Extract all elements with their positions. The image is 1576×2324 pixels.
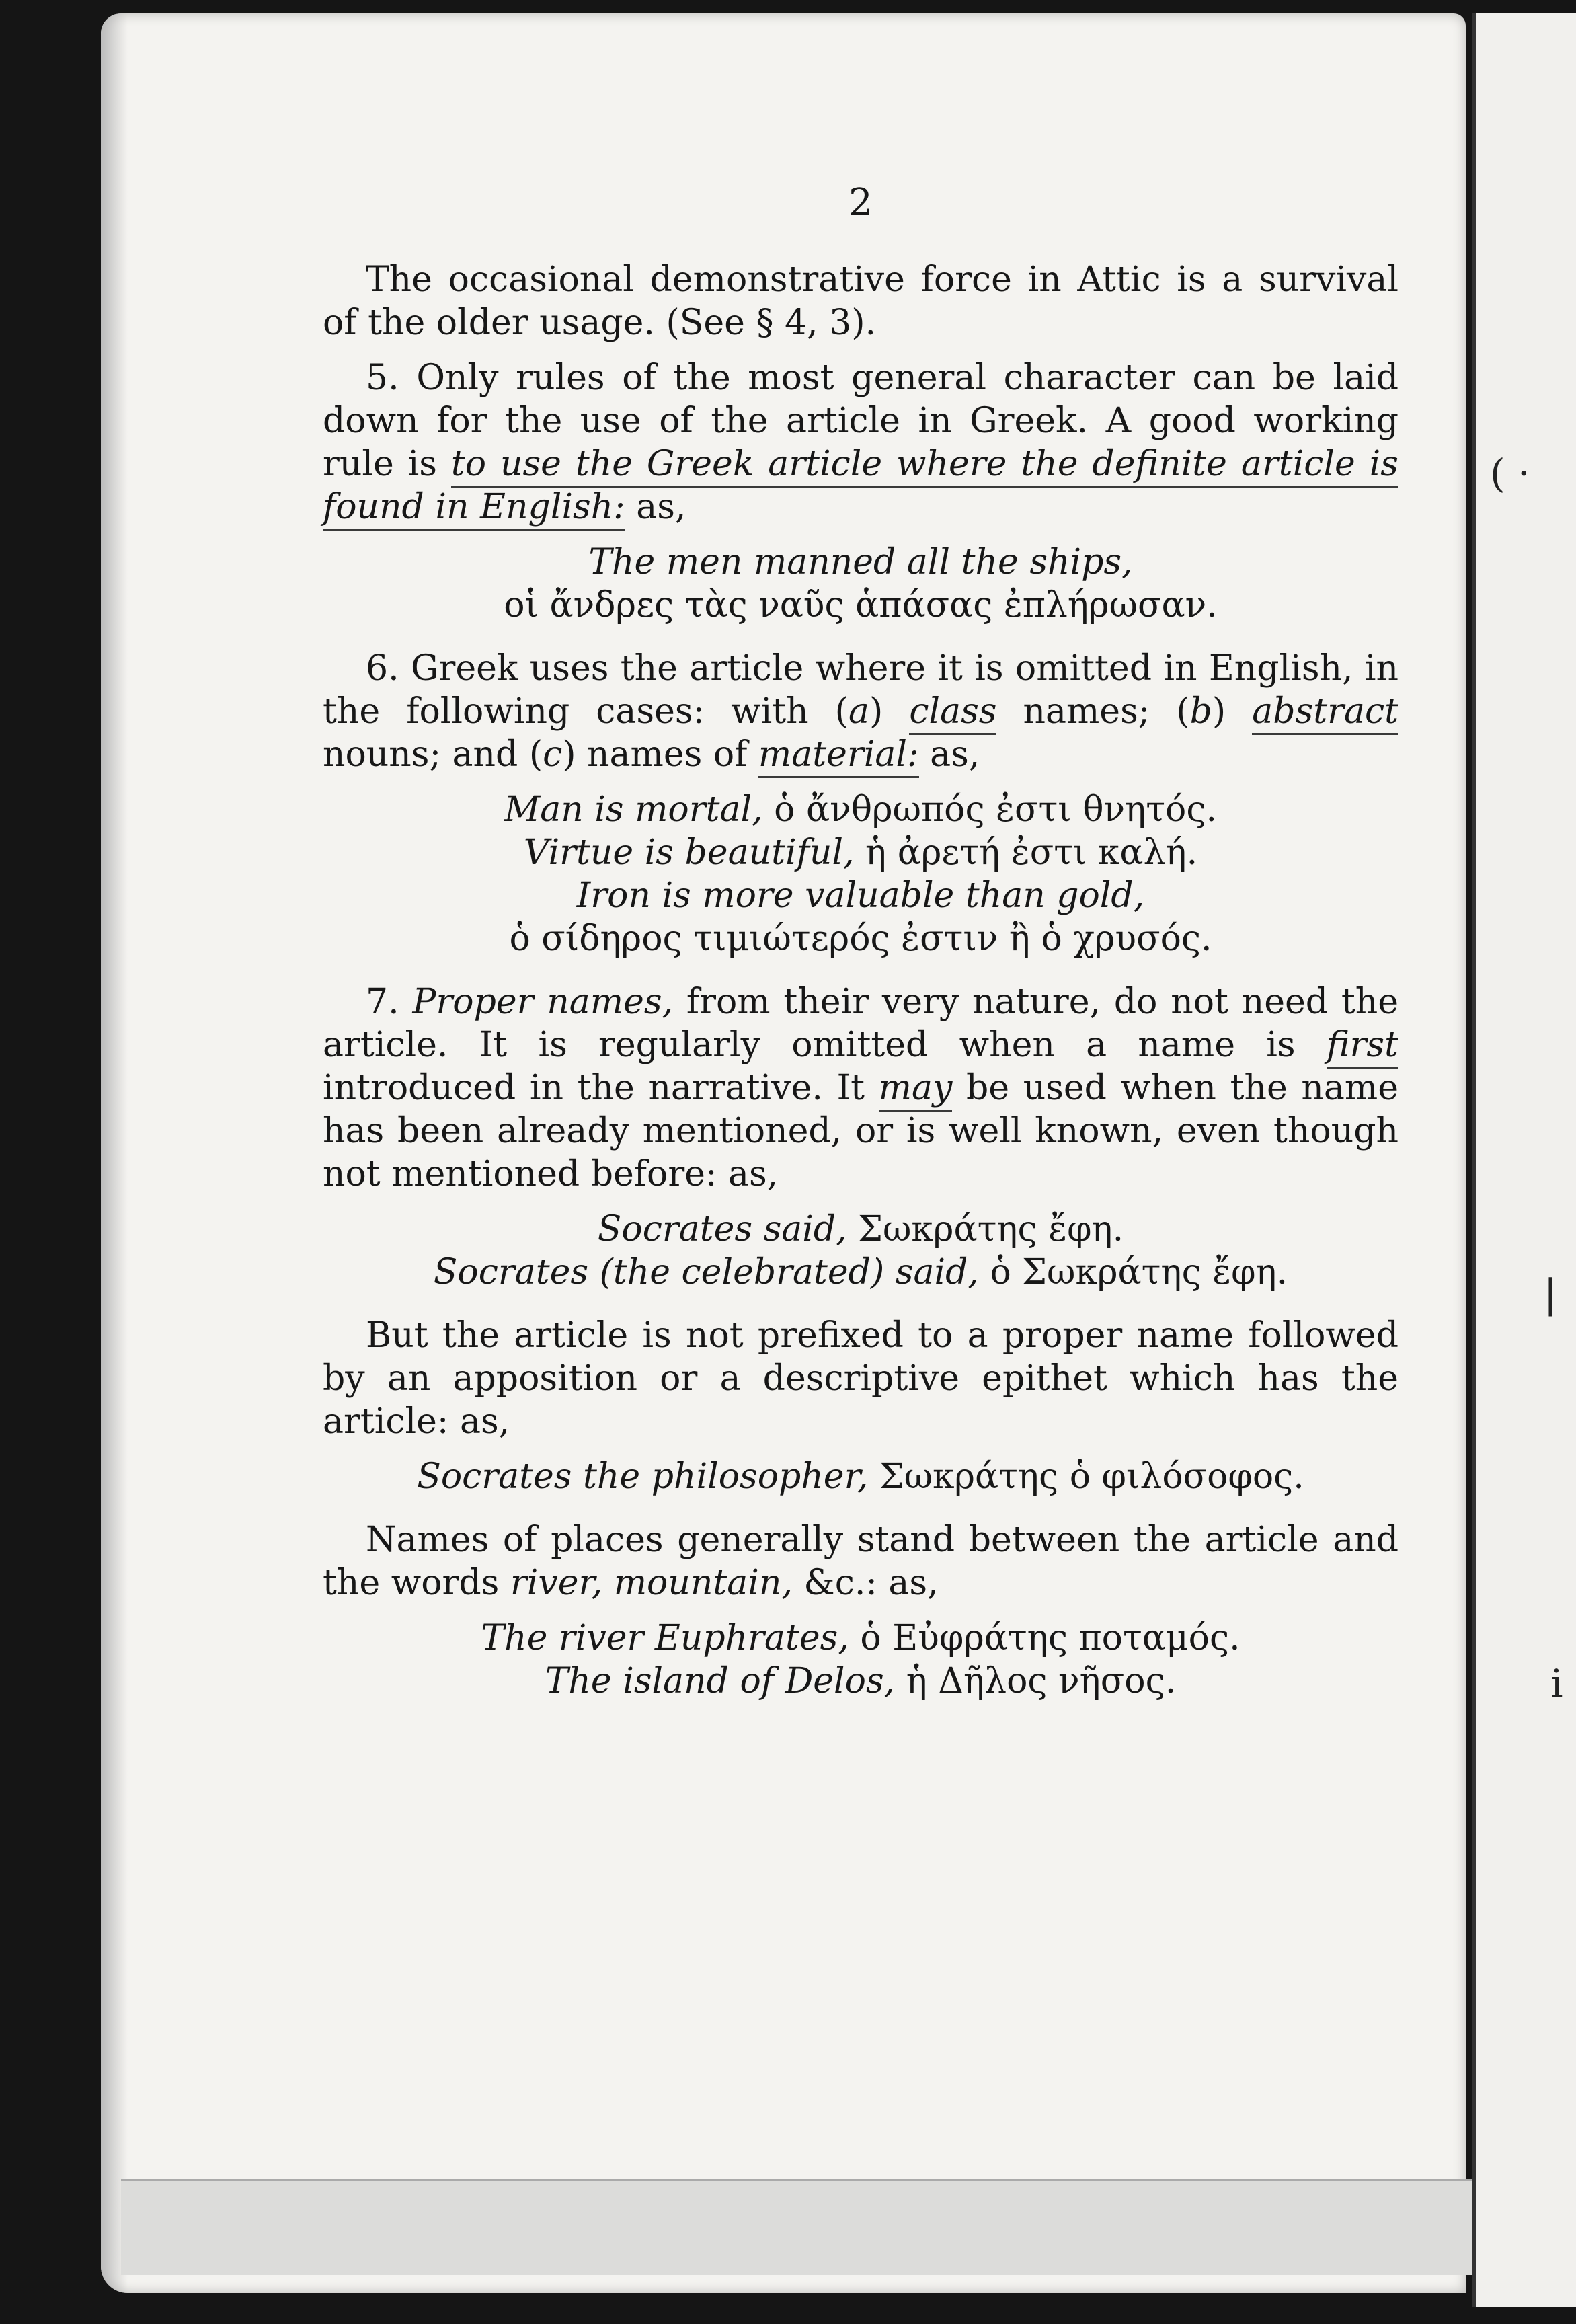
term-first: first [1327, 1025, 1398, 1069]
paragraph-places [323, 1518, 1398, 1604]
example-block [323, 541, 1398, 627]
term-proper-names: Proper names, [412, 982, 674, 1022]
section-text: ) names of [562, 734, 758, 775]
example-english: Socrates the philosopher, [417, 1457, 869, 1497]
example-line [323, 584, 1398, 627]
section-number: 6. [366, 648, 399, 689]
example-block [323, 1617, 1398, 1703]
facing-page-edge [1472, 13, 1576, 2307]
section-number: 5. [366, 358, 399, 398]
section-text [602, 1563, 614, 1603]
section-number: 7. [366, 982, 399, 1022]
page-text [323, 182, 1398, 1723]
term-may: may [879, 1068, 953, 1112]
example-block [323, 1208, 1398, 1294]
example-line [323, 1251, 1398, 1294]
example-line [323, 831, 1398, 874]
section-text: &c.: as, [792, 1563, 939, 1603]
section-text: Names of places generally stand between the article and the words [323, 1520, 1398, 1603]
section-text: Greek uses the article where it is omitted in English, in the following cases: with ( [323, 648, 1398, 732]
example-line [323, 1455, 1398, 1498]
example-line [323, 1617, 1398, 1660]
example-greek: ὁ ἄνθρωπός ἐστι θνητός. [774, 789, 1218, 830]
example-greek: ἡ Δῆλος νῆσος. [906, 1661, 1177, 1701]
example-line [323, 1208, 1398, 1251]
example-greek: ὁ σίδηρος τιμιώτερός ἐστιν ἢ ὁ χρυσός. [509, 919, 1212, 959]
section-6 [323, 647, 1398, 776]
margin-mark: ( · [1490, 451, 1530, 496]
label-c: c [543, 734, 563, 775]
section-text: names; ( [996, 691, 1190, 732]
example-english: Socrates (the celebrated) said, [433, 1252, 979, 1292]
example-greek: ὁ Εὐφράτης ποταμός. [860, 1618, 1240, 1658]
example-english: The river Euphrates, [481, 1618, 849, 1658]
label-b: b [1189, 691, 1212, 732]
section-text: as, [918, 734, 980, 775]
example-line [323, 788, 1398, 831]
example-english: Iron is more valuable than gold, [576, 876, 1145, 916]
term-mountain: mountain, [613, 1563, 793, 1603]
term-material: material: [758, 734, 919, 778]
example-line [323, 1660, 1398, 1703]
example-english: Man is mortal, [504, 789, 763, 830]
example-greek: ἡ ἀρετή ἐστι καλή. [865, 832, 1198, 873]
term-class: class [909, 691, 996, 735]
section-text: ) [1212, 691, 1253, 732]
section-text: Only rules of the most general character can be laid down for the use of the article in Greek. A good working rule is [323, 358, 1399, 484]
example-line [323, 541, 1398, 584]
example-english: Virtue is beautiful, [523, 832, 855, 873]
section-7 [323, 980, 1398, 1196]
rule-emphasis: to use the Greek article where the definite article is found in English: [323, 444, 1398, 531]
margin-mark: i [1550, 1661, 1563, 1707]
example-english: The island of Delos, [545, 1661, 896, 1701]
page-bottom-edge [121, 2179, 1472, 2275]
label-a: a [848, 691, 869, 732]
section-text: be used when the name has been already mentioned, or is well known, even though not mentioned before: as, [323, 1068, 1398, 1194]
section-text: introduced in the narrative. It [323, 1068, 879, 1108]
term-abstract: abstract [1252, 691, 1398, 735]
example-block [323, 1455, 1398, 1498]
section-5 [323, 356, 1398, 529]
example-line [323, 917, 1398, 960]
paragraph-apposition: But the article is not prefixed to a proper name followed by an apposition or a descriptive epithet which has the article: as, [323, 1315, 1398, 1442]
example-block [323, 788, 1398, 960]
paragraph-intro: The occasional demonstrative force in Attic is a survival of the older usage. (See § 4, 3). [323, 260, 1398, 343]
margin-mark: | [1544, 1271, 1557, 1317]
example-english: Socrates said, [597, 1209, 847, 1249]
example-greek: Σωκράτης ἔφη. [858, 1209, 1124, 1249]
section-text: from their very nature, do not need the article. It is regularly omitted when a name is [323, 982, 1398, 1065]
term-river: river, [510, 1563, 603, 1603]
section-text: ) [869, 691, 910, 732]
example-greek: ὁ Σωκράτης ἔφη. [990, 1252, 1288, 1292]
example-greek: Σωκράτης ὁ φιλόσοφος. [879, 1457, 1304, 1497]
example-greek: οἱ ἄνδρες τὰς ναῦς ἁπάσας ἐπλήρωσαν. [504, 585, 1218, 625]
example-line [323, 874, 1398, 917]
page-number: 2 [849, 181, 873, 225]
example-english: The men manned all the ships, [588, 542, 1133, 582]
section-text: nouns; and ( [323, 734, 543, 775]
section-text: as, [625, 487, 686, 527]
